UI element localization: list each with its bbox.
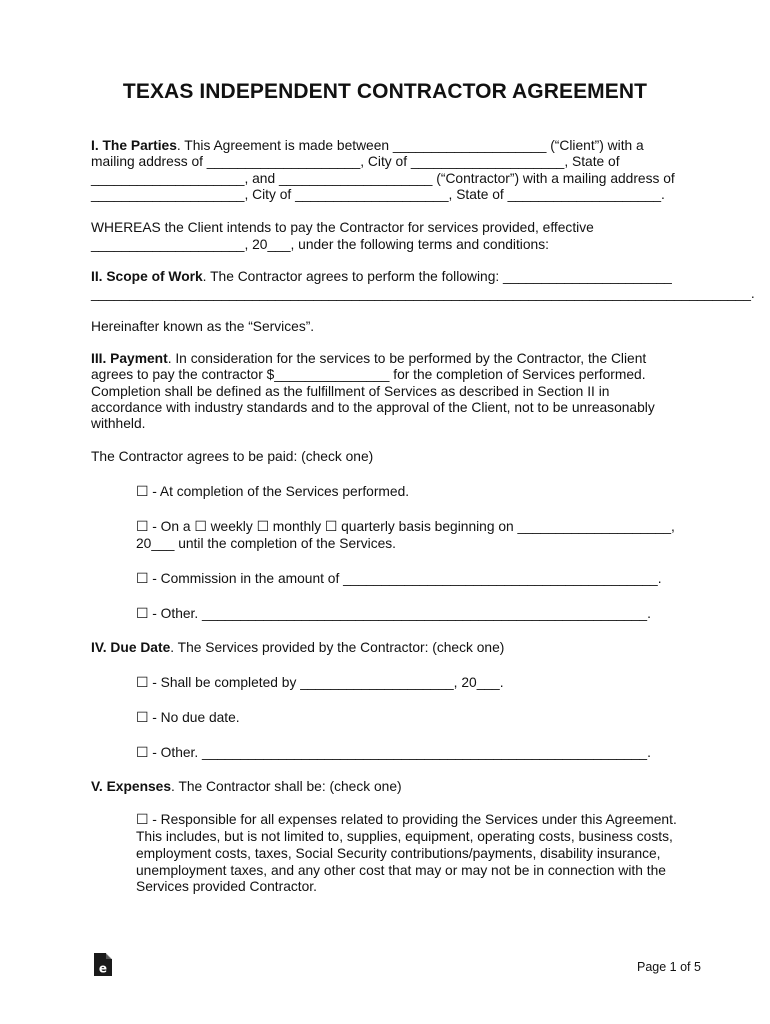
expenses-intro: . The Contractor shall be: (check one) [171, 779, 402, 794]
expenses-option-line-1[interactable]: ☐ - Responsible for all expenses related to providing the Services under this Agreement. [136, 812, 677, 827]
due-option-no-due-date[interactable]: ☐ - No due date. [136, 710, 240, 725]
parties-text-1: . This Agreement is made between ____________________ (“Client”) with a [176, 138, 644, 153]
due-option-completed-by[interactable]: ☐ - Shall be completed by ____________________, 20___. [136, 675, 504, 690]
hereinafter-line: Hereinafter known as the “Services”. [91, 319, 315, 334]
due-line-1 [91, 639, 504, 656]
paid-option-commission[interactable]: ☐ - Commission in the amount of _________________________________________. [136, 571, 662, 586]
whereas-line-2: ____________________, 20___, under the following terms and conditions: [91, 237, 549, 252]
expenses-option-line-2: This includes, but is not limited to, supplies, equipment, operating costs, business costs, [136, 829, 673, 844]
due-option-other[interactable]: ☐ - Other. __________________________________________________________. [136, 745, 651, 760]
scope-line-1 [91, 268, 672, 285]
paid-option-completion[interactable]: ☐ - At completion of the Services performed. [136, 484, 410, 499]
due-intro: . The Services provided by the Contractor: (check one) [170, 640, 505, 655]
payment-line-3: Completion shall be defined as the fulfillment of Services as described in Section II in [91, 384, 610, 399]
scope-line-2: ______________________________________________________________________________________. [91, 286, 755, 301]
expenses-line-1 [91, 778, 402, 795]
payment-line-1 [91, 350, 646, 367]
payment-line-2: agrees to pay the contractor $_______________ for the completion of Services performed. [91, 367, 646, 382]
eforms-logo-icon [93, 953, 113, 977]
parties-line-2: mailing address of ____________________, City of ____________________, State of [91, 154, 620, 169]
scope-heading: II. Scope of Work [91, 269, 203, 284]
document-title: TEXAS INDEPENDENT CONTRACTOR AGREEMENT [122, 80, 648, 103]
parties-heading: I. The Parties [91, 138, 177, 153]
payment-text-1: . In consideration for the services to be performed by the Contractor, the Client [167, 351, 647, 366]
parties-line-3: ____________________, and ____________________ (“Contractor”) with a mailing address of [91, 171, 675, 186]
page-number: Page 1 of 5 [637, 960, 701, 974]
whereas-line-1: WHEREAS the Client intends to pay the Contractor for services provided, effective [91, 220, 594, 235]
payment-line-4: accordance with industry standards and to the approval of the Client, not to be unreasonably [91, 400, 655, 415]
due-heading: IV. Due Date [91, 640, 171, 655]
parties-line-4: ____________________, City of ____________________, State of ____________________. [91, 187, 665, 202]
payment-heading: III. Payment [91, 351, 168, 366]
paid-option-periodic-line-2: 20___ until the completion of the Services. [136, 536, 396, 551]
expenses-option-line-3: employment costs, taxes, Social Security contributions/payments, disability insurance, [136, 846, 661, 861]
expenses-option-line-5: Services provided Contractor. [136, 879, 317, 894]
expenses-option-line-4: unemployment taxes, and any other cost that may or may not be in connection with the [136, 863, 666, 878]
paid-intro-line: The Contractor agrees to be paid: (check one) [91, 449, 374, 464]
svg-text:e: e [98, 961, 108, 976]
scope-text-1: . The Contractor agrees to perform the following: ______________________ [202, 269, 672, 284]
payment-line-5: withheld. [91, 416, 146, 431]
parties-line-1 [91, 137, 644, 154]
paid-option-other[interactable]: ☐ - Other. __________________________________________________________. [136, 606, 651, 621]
paid-option-periodic-line-1[interactable]: ☐ - On a ☐ weekly ☐ monthly ☐ quarterly basis beginning on ____________________, [136, 519, 675, 534]
expenses-heading: V. Expenses [91, 779, 172, 794]
